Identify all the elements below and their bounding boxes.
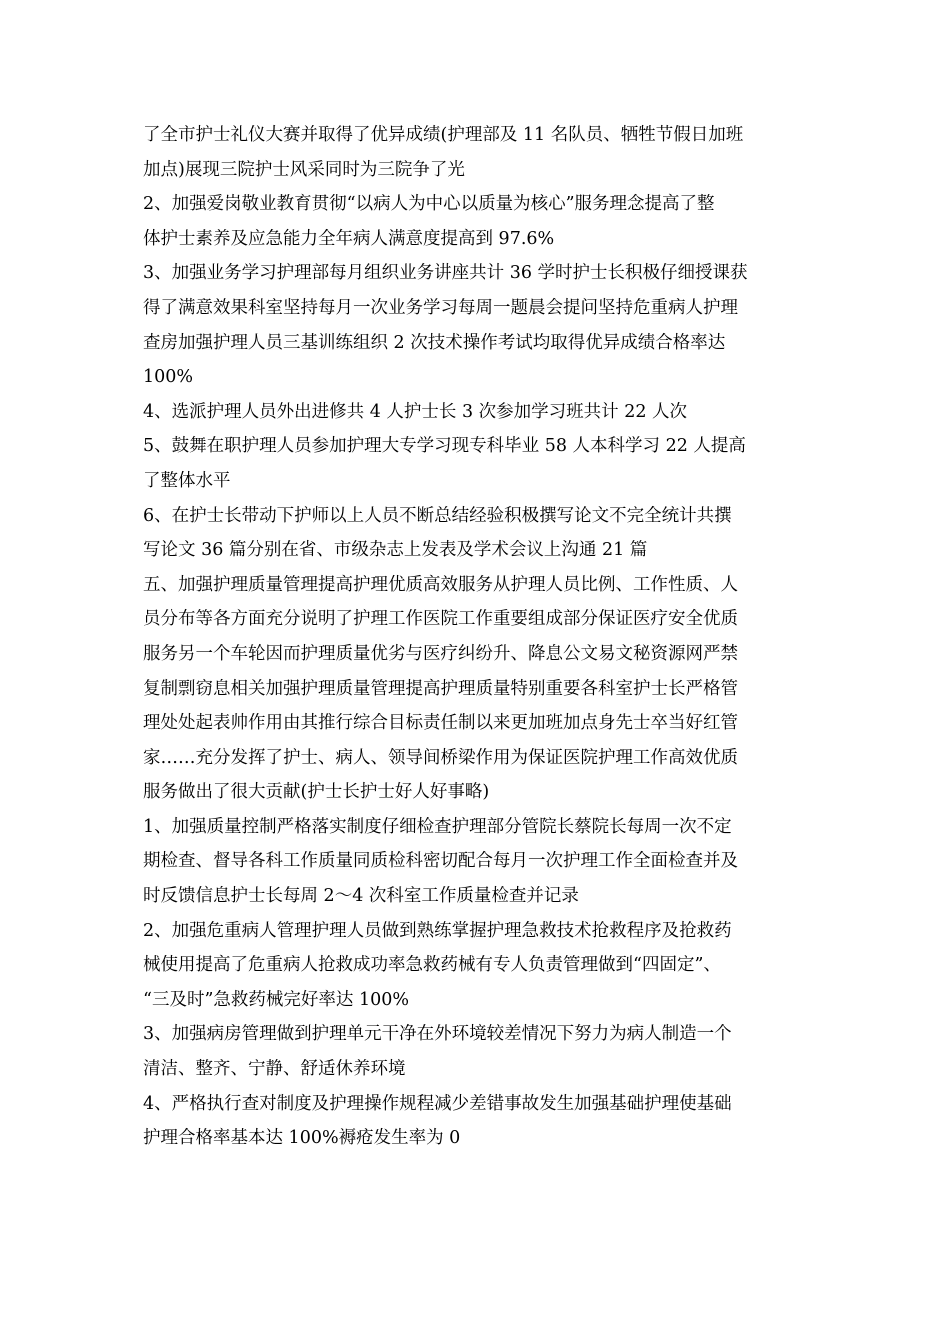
text-line: 100% bbox=[143, 367, 194, 388]
text-line: 1、加强质量控制严格落实制度仔细检查护理部分管院长蔡院长每周一次不定 bbox=[143, 816, 732, 837]
text-line: 复制剽窃息相关加强护理质量管理提高护理质量特别重要各科室护士长严格管 bbox=[143, 678, 738, 699]
document-body bbox=[143, 118, 823, 1156]
text-line: 查房加强护理人员三基训练组织 2 次技术操作考试均取得优异成绩合格率达 bbox=[143, 332, 726, 353]
text-line: 时反馈信息护士长每周 2～4 次科室工作质量检查并记录 bbox=[143, 886, 579, 907]
text-line: “三及时”急救药械完好率达 100% bbox=[143, 989, 409, 1010]
text-line: 护理合格率基本达 100%褥疮发生率为 0 bbox=[143, 1128, 461, 1149]
text-line: 服务做出了很大贡献(护士长护士好人好事略) bbox=[143, 782, 490, 803]
text-line: 4、选派护理人员外出进修共 4 人护士长 3 次参加学习班共计 22 人次 bbox=[143, 401, 688, 422]
text-line: 了整体水平 bbox=[143, 470, 231, 491]
text-line: 5、鼓舞在职护理人员参加护理大专学习现专科毕业 58 人本科学习 22 人提高 bbox=[143, 436, 746, 457]
text-line: 五、加强护理质量管理提高护理优质高效服务从护理人员比例、工作性质、人 bbox=[143, 574, 738, 595]
text-line: 得了满意效果科室坚持每月一次业务学习每周一题晨会提问坚持危重病人护理 bbox=[143, 297, 738, 318]
text-line: 2、加强危重病人管理护理人员做到熟练掌握护理急救技术抢救程序及抢救药 bbox=[143, 920, 732, 941]
text-line: 理处处起表帅作用由其推行综合目标责任制以来更加班加点身先士卒当好红管 bbox=[143, 713, 738, 734]
text-line: 了全市护士礼仪大赛并取得了优异成绩(护理部及 11 名队员、牺牲节假日加班 bbox=[143, 125, 744, 145]
text-line: 写论文 36 篇分别在省、市级杂志上发表及学术会议上沟通 21 篇 bbox=[143, 540, 648, 561]
text-line: 3、加强业务学习护理部每月组织业务讲座共计 36 学时护士长积极仔细授课获 bbox=[143, 263, 748, 284]
text-line: 4、严格执行查对制度及护理操作规程减少差错事故发生加强基础护理使基础 bbox=[143, 1093, 732, 1114]
text-line: 2、加强爱岗敬业教育贯彻“以病人为中心以质量为核心”服务理念提高了整 bbox=[143, 194, 715, 215]
text-line: 6、在护士长带动下护师以上人员不断总结经验积极撰写论文不完全统计共撰 bbox=[143, 505, 732, 526]
text-line: 期检查、督导各科工作质量同质检科密切配合每月一次护理工作全面检查并及 bbox=[143, 851, 738, 872]
text-line: 械使用提高了危重病人抢救成功率急救药械有专人负责管理做到“四固定”、 bbox=[143, 955, 721, 976]
text-line: 体护士素养及应急能力全年病人满意度提高到 97.6% bbox=[143, 228, 555, 249]
text-line: 清洁、整齐、宁静、舒适休养环境 bbox=[143, 1059, 406, 1080]
text-line: 3、加强病房管理做到护理单元干净在外环境较差情况下努力为病人制造一个 bbox=[143, 1024, 732, 1045]
text-line: 服务另一个车轮因而护理质量优劣与医疗纠纷升、降息公文易文秘资源网严禁 bbox=[143, 643, 738, 664]
text-line: 员分布等各方面充分说明了护理工作医院工作重要组成部分保证医疗安全优质 bbox=[143, 609, 738, 630]
text-line: 家……充分发挥了护士、病人、领导间桥梁作用为保证医院护理工作高效优质 bbox=[143, 747, 738, 768]
text-line: 加点)展现三院护士风采同时为三院争了光 bbox=[143, 159, 465, 180]
